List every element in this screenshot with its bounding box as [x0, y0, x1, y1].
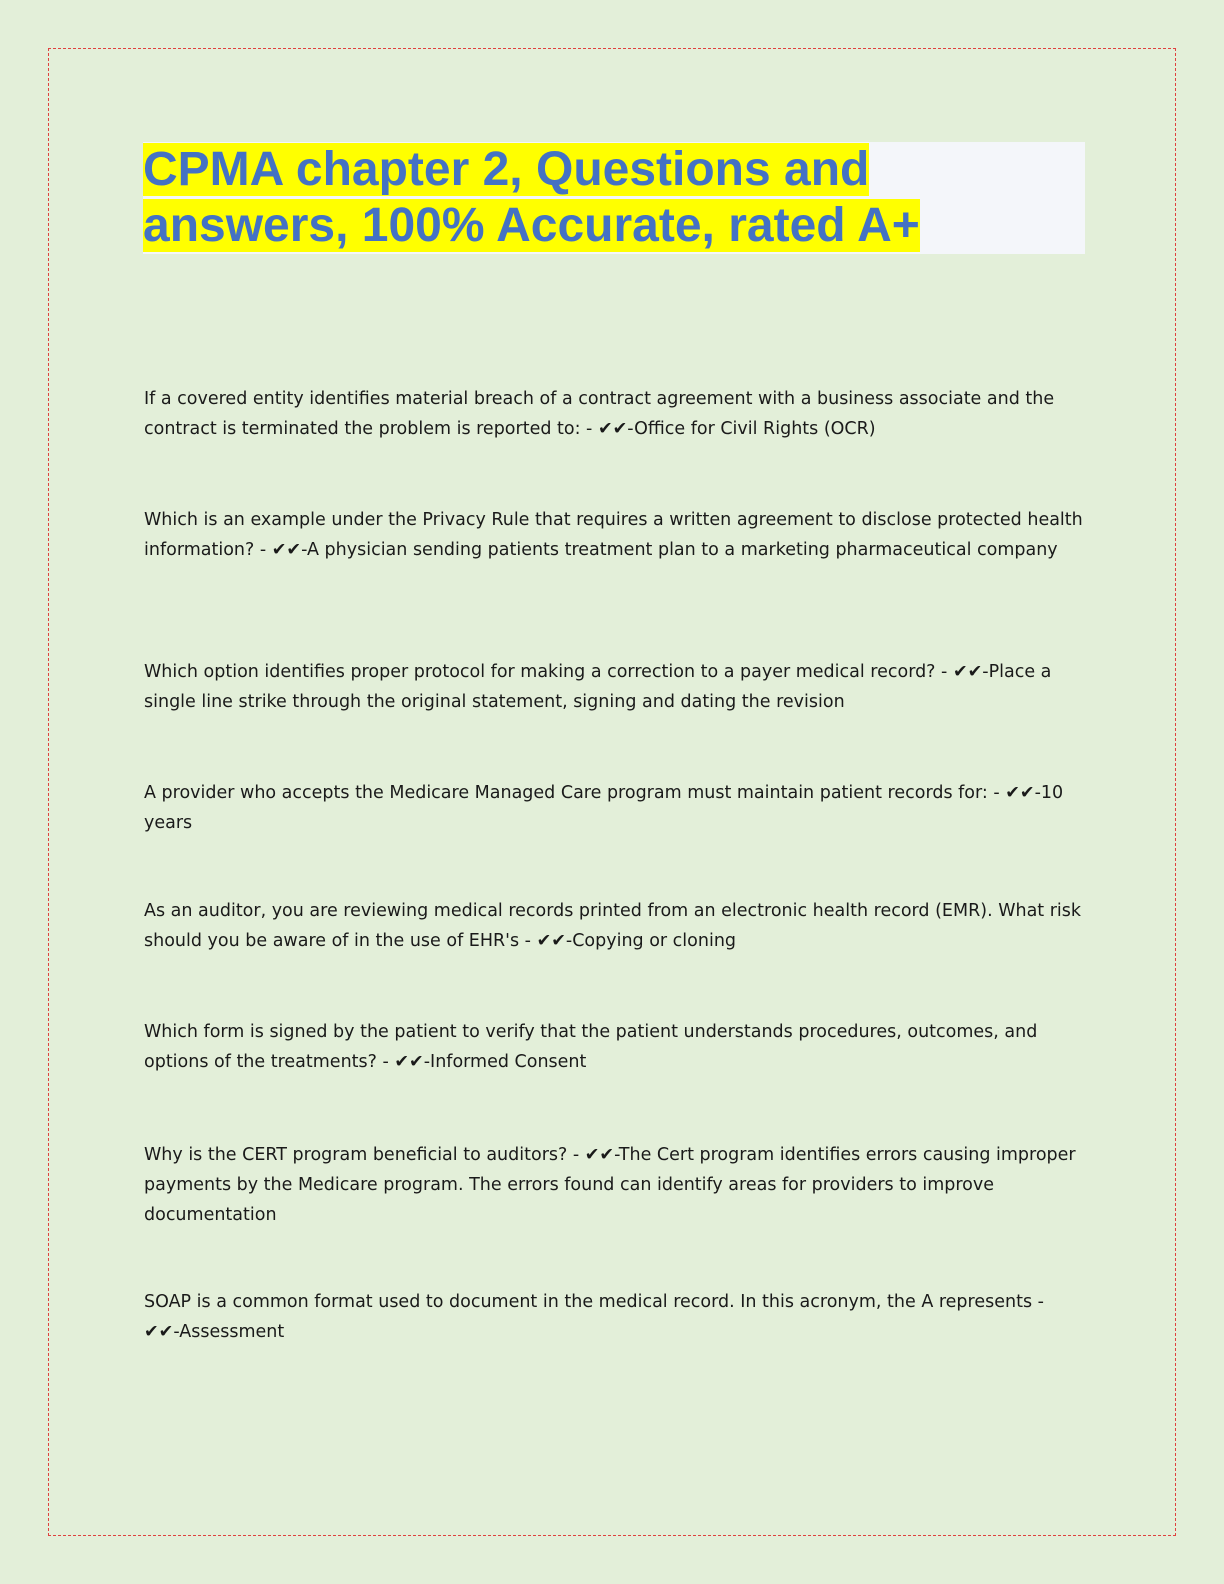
title-highlight: CPMA chapter 2, Questions and answers, 100% Accurate, rated A+	[143, 143, 920, 252]
answer-text: -Assessment	[173, 1322, 285, 1342]
question-text: As an auditor, you are reviewing medical records printed from an electronic health record (EMR). What risk should you be aware of in the use of EHR's -	[144, 901, 1082, 951]
checkmark-icon: ✔✔	[144, 1322, 174, 1342]
answer-text: -A physician sending patients treatment plan to a marketing pharmaceutical company	[301, 540, 1058, 560]
document-title	[143, 142, 1085, 254]
checkmark-icon: ✔✔	[271, 540, 302, 560]
qa-item	[144, 657, 1084, 717]
question-text: Which form is signed by the patient to verify that the patient understands procedures, outcomes, and options of the treatments? -	[144, 1022, 1038, 1072]
qa-item	[144, 384, 1084, 444]
checkmark-icon: ✔✔	[536, 931, 566, 951]
checkmark-icon: ✔✔	[597, 419, 628, 439]
question-text: A provider who accepts the Medicare Managed Care program must maintain patient records for: -	[144, 783, 1000, 803]
question-text: Which is an example under the Privacy Rule that requires a written agreement to disclose protected health information? -	[144, 510, 1083, 560]
checkmark-icon: ✔✔	[394, 1052, 424, 1072]
answer-text: -Informed Consent	[423, 1052, 587, 1072]
qa-item	[144, 505, 1084, 565]
answer-text: -The Cert program identifies errors causing improper payments by the Medicare program. The errors found can identify areas for providers to improve documentation	[144, 1145, 1076, 1225]
question-text: If a covered entity identifies material breach of a contract agreement with a business associate and the contract is terminated the problem is reported to: -	[144, 389, 1055, 439]
checkmark-icon: ✔✔	[584, 1145, 615, 1165]
question-text: Why is the CERT program beneficial to auditors? -	[144, 1145, 580, 1165]
question-text: Which option identifies proper protocol for making a correction to a payer medical record? -	[144, 662, 948, 682]
qa-item	[144, 778, 1084, 838]
checkmark-icon: ✔✔	[1005, 783, 1035, 803]
qa-item	[144, 896, 1084, 956]
qa-item	[144, 1140, 1084, 1230]
answer-text: -10 years	[144, 783, 1064, 833]
qa-item	[144, 1017, 1084, 1077]
answer-text: -Copying or cloning	[565, 931, 737, 951]
answer-text: -Place a single line strike through the original statement, signing and dating the revision	[144, 662, 1052, 712]
qa-item	[144, 1287, 1084, 1347]
question-text: SOAP is a common format used to document in the medical record. In this acronym, the A represents -	[144, 1292, 1044, 1312]
checkmark-icon: ✔✔	[952, 662, 983, 682]
answer-text: -Office for Civil Rights (OCR)	[627, 419, 876, 439]
